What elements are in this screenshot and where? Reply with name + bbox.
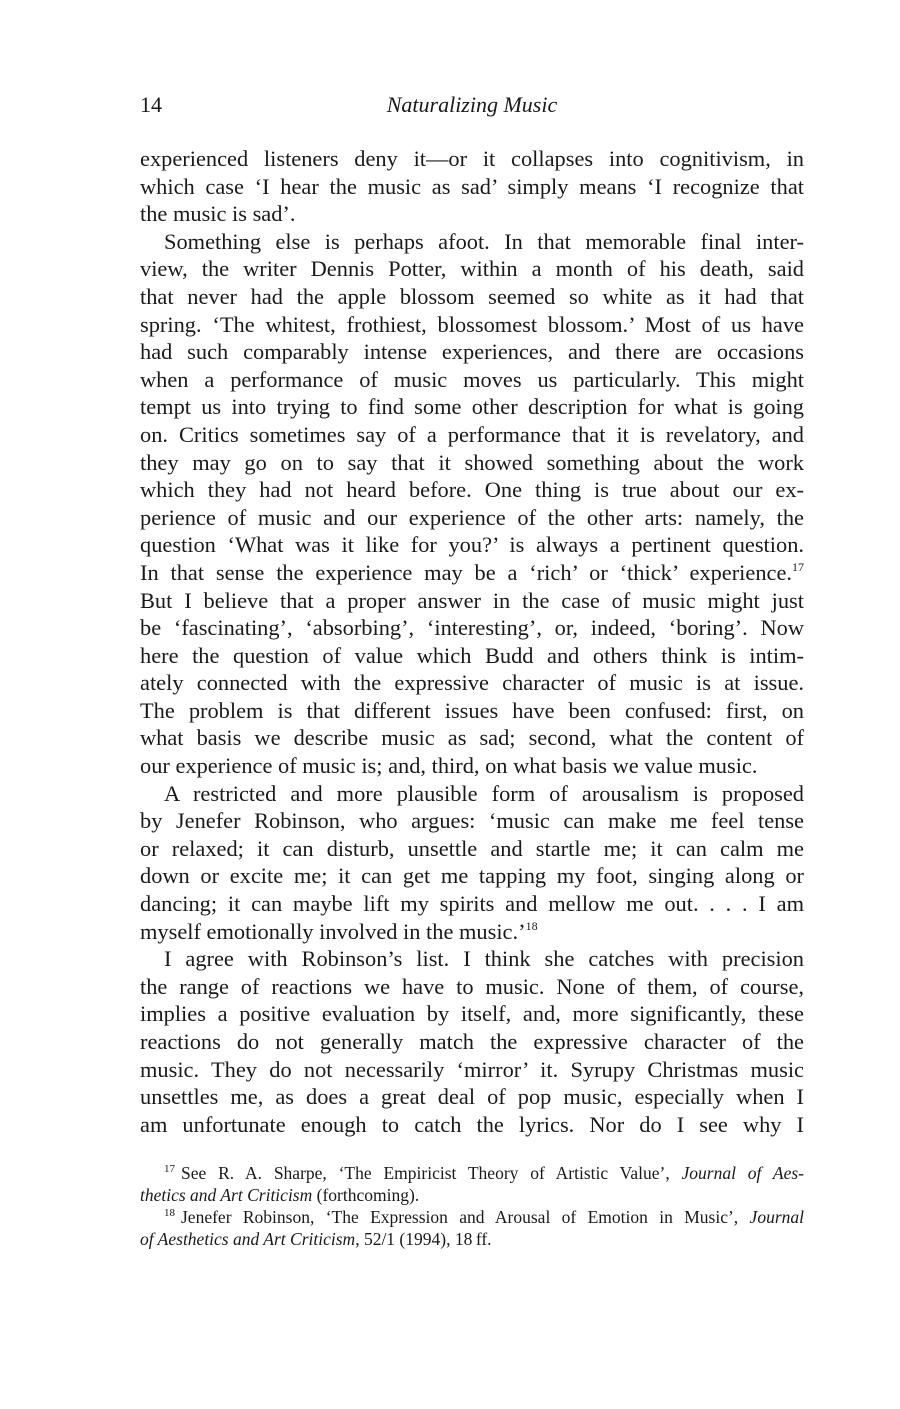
text-line: Something else is perhaps afoot. In that memorable final inter-	[164, 228, 804, 254]
text-line: experienced listeners deny it—or it collapses into cognitivism, in	[140, 146, 804, 171]
text-line: that never had the apple blossom seemed so white as it had that	[140, 283, 804, 309]
footnote-number: 17	[164, 1163, 175, 1175]
text-line-with-note	[140, 918, 804, 946]
text-line: they may go on to say that it showed something about the work	[140, 449, 804, 475]
text-line: by Jenefer Robinson, who argues: ‘music can make me feel tense	[140, 808, 804, 834]
text-line: down or excite me; it can get me tapping my foot, singing along or	[140, 863, 804, 889]
text-line: on. Critics sometimes say of a performance that it is revelatory, and	[140, 421, 804, 447]
text-line: implies a positive evaluation by itself, and, more significantly, these	[140, 1001, 804, 1027]
text-line: or relaxed; it can disturb, unsettle and startle me; it can calm me	[140, 835, 804, 861]
footnote-text: Jenefer Robinson, ‘The Expression and Arousal of Emotion in Music’,	[181, 1207, 750, 1227]
text-line: am unfortunate enough to catch the lyrics. Nor do I see why I	[140, 1111, 804, 1137]
footnote-17-cont	[140, 1184, 804, 1206]
text-line: tempt us into trying to find some other description for what is going	[140, 394, 804, 420]
text-line: dancing; it can maybe lift my spirits and mellow me out. . . . I am	[140, 891, 804, 917]
footnote-18	[140, 1206, 804, 1228]
text-line: the range of reactions we have to music. None of them, of course,	[140, 973, 804, 999]
running-title: Naturalizing Music	[386, 92, 558, 117]
journal-title: Journal	[749, 1207, 804, 1227]
text-line: question ‘What was it like for you?’ is always a pertinent question.	[140, 532, 804, 558]
text-line: I agree with Robinson’s list. I think she catches with precision	[164, 946, 804, 972]
running-head	[140, 92, 804, 122]
text-line: be ‘fascinating’, ‘absorbing’, ‘interesting’, or, indeed, ‘boring’. Now	[140, 615, 804, 641]
text-line: In that sense the experience may be a ‘rich’ or ‘thick’ experience.	[140, 559, 792, 585]
text-line: our experience of music is; and, third, on what basis we value music.	[140, 753, 758, 779]
text-line: view, the writer Dennis Potter, within a month of his death, said	[140, 256, 804, 282]
text-line: which they had not heard before. One thing is true about our ex-	[140, 477, 804, 503]
text-line: had such comparably intense experiences, and there are occasions	[140, 339, 804, 365]
text-line: reactions do not generally match the expressive character of the	[140, 1029, 804, 1054]
page-number: 14	[140, 92, 162, 117]
text-line: which case ‘I hear the music as sad’ simply means ‘I recognize that	[140, 173, 804, 199]
footnote-ref-17[interactable]: 17	[792, 559, 804, 574]
footnote-text: , 52/1 (1994), 18 ff.	[355, 1229, 492, 1249]
footnote-18-cont	[140, 1228, 804, 1250]
text-line: ately connected with the expressive character of music is at issue.	[140, 670, 804, 696]
text-line: music. They do not necessarily ‘mirror’ it. Syrupy Christmas music	[140, 1056, 804, 1082]
text-line: The problem is that different issues have been confused: first, on	[140, 697, 804, 723]
text-line: here the question of value which Budd and others think is intim-	[140, 642, 804, 668]
footnotes	[140, 1162, 804, 1250]
footnote-text: See R. A. Sharpe, ‘The Empiricist Theory of Artistic Value’,	[181, 1163, 682, 1183]
journal-title: of Aesthetics and Art Criticism	[140, 1229, 356, 1249]
journal-title: thetics and Art Criticism	[140, 1185, 313, 1205]
body-text	[140, 145, 804, 1138]
text-line: spring. ‘The whitest, frothiest, blossomest blossom.’ Most of us have	[140, 311, 804, 337]
text-line: the music is sad’.	[140, 201, 296, 227]
text-line: perience of music and our experience of the other arts: namely, the	[140, 504, 804, 530]
text-line: But I believe that a proper answer in the case of music might just	[140, 587, 804, 613]
text-line: A restricted and more plausible form of arousalism is proposed	[164, 780, 804, 806]
text-line: when a performance of music moves us particularly. This might	[140, 366, 804, 392]
footnote-17	[140, 1162, 804, 1184]
journal-title: Journal of Aes-	[681, 1163, 804, 1183]
text-line: what basis we describe music as sad; second, what the content of	[140, 725, 804, 751]
text-line: myself emotionally involved in the music.’	[140, 918, 526, 944]
text-line: unsettles me, as does a great deal of pop music, especially when I	[140, 1084, 804, 1110]
footnote-ref-18[interactable]: 18	[525, 918, 538, 933]
footnote-text: (forthcoming).	[312, 1185, 420, 1205]
footnote-number: 18	[164, 1207, 175, 1219]
text-line-with-note	[140, 559, 804, 587]
